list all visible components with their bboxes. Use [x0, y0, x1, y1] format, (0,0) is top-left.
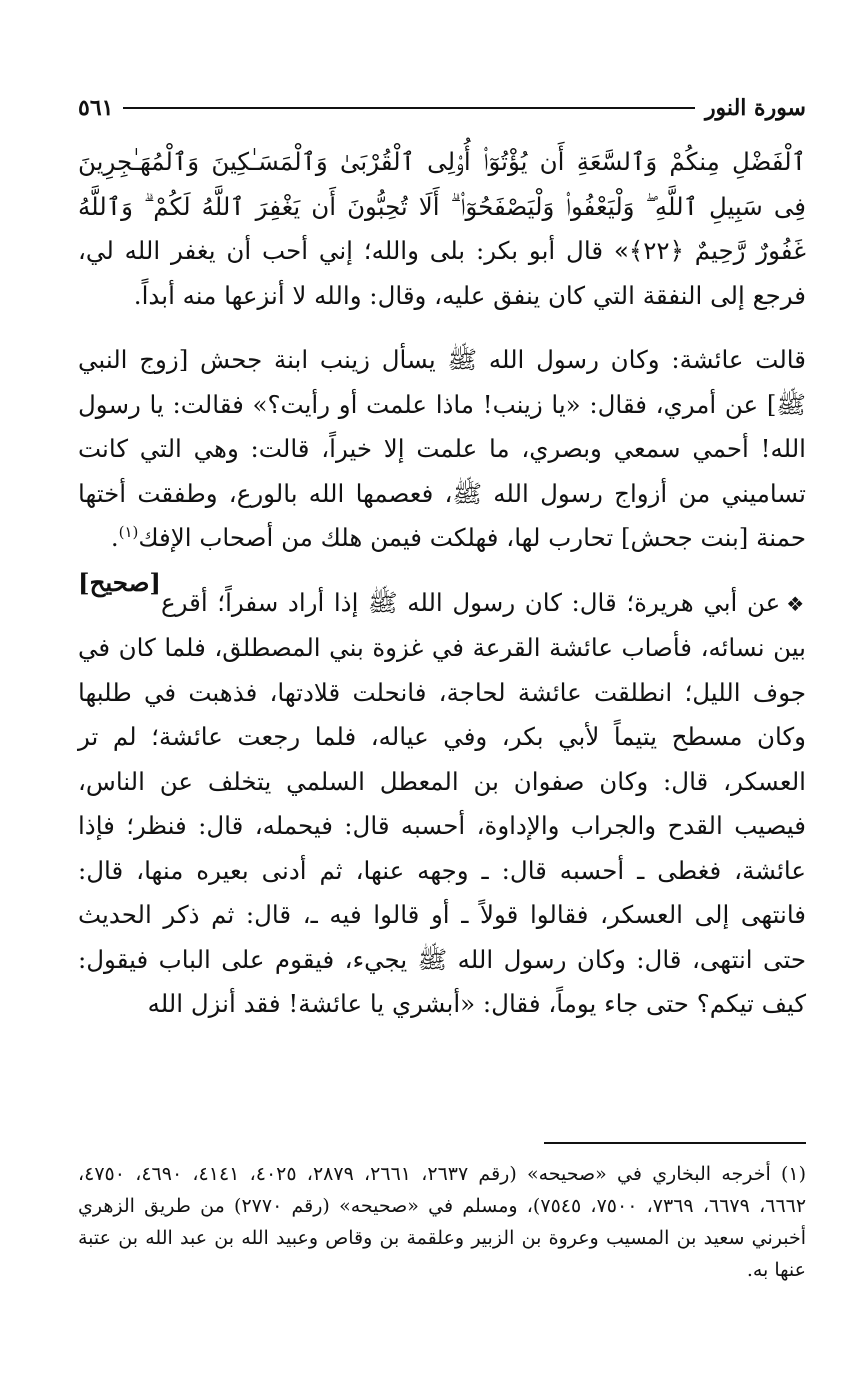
- paragraph-quran-verse: [78, 140, 806, 318]
- footnote: [78, 1158, 806, 1286]
- main-text: [78, 140, 806, 1027]
- paragraph-text: قالت عائشة: وكان رسول الله ﷺ يسأل زينب ابنة جحش [زوج النبي ﷺ] عن أمري، فقال: «يا زينب! ماذا علمت أو رأيت؟» فقالت: يا رسول الله! أحمي سمعي وبصري، ما علمت إلا خيراً، قالت: وهي التي كانت تساميني من أزواج رسول الله ﷺ، فعصمها الله بالورع، وطفقت أختها حمنة [بنت جحش] تحارب لها، فهلكت فيمن هلك من أصحاب الإفك: [78, 345, 806, 552]
- paragraph-end: .: [110, 523, 119, 552]
- paragraph-text: قال أبو بكر: بلى والله؛ إني أحب أن يغفر الله لي، فرجع إلى النفقة التي كان ينفق عليه، وقال: والله لا أنزعها منه أبداً.: [78, 236, 806, 310]
- page-number: ٥٦١: [78, 95, 114, 121]
- hadith-grade: [صحيح]: [78, 567, 162, 597]
- footnote-text: (١) أخرجه البخاري في «صحيحه» (رقم ٢٦٣٧، ٢٦٦١، ٢٨٧٩، ٤٠٢٥، ٤١٤١، ٤٦٩٠، ٤٧٥٠، ٦٦٦٢، ٦٦٧٩، ٧٣٦٩، ٧٥٠٠، ٧٥٤٥)، ومسلم في «صحيحه» (رقم ٢٧٧٠) من طريق الزهري أخبرني سعيد بن المسيب وعروة بن الزبير وعلقمة بن وقاص وعبيد الله بن عبد الله بن عتبة عنها به.: [78, 1163, 807, 1281]
- paragraph-aisha: [78, 338, 806, 597]
- footnote-reference: (١): [118, 522, 139, 541]
- quran-verse: ٱلْفَضْلِ مِنكُمْ وَٱلسَّعَةِ أَن يُؤْتُوٓا۟ أُو۟لِى ٱلْقُرْبَىٰ وَٱلْمَسَـٰكِينَ وَٱلْمُهَـٰجِرِينَ فِى سَبِيلِ ٱللَّهِ ۖ وَلْيَعْفُوا۟ وَلْيَصْفَحُوٓا۟ ۗ أَلَا تُحِبُّونَ أَن يَغْفِرَ ٱللَّهُ لَكُمْ ۗ وَٱللَّهُ غَفُورٌ رَّحِيمٌ ﴿٢٢﴾»: [78, 147, 806, 265]
- paragraph-abu-hurayra: [78, 581, 806, 1027]
- diamond-marker-icon: ❖: [786, 591, 806, 616]
- header-rule: [123, 107, 694, 109]
- paragraph-text: عن أبي هريرة؛ قال: كان رسول الله ﷺ إذا أراد سفراً؛ أقرع بين نسائه، فأصاب عائشة القرعة في غزوة بني المصطلق، فلما كان في جوف الليل؛ انطلقت عائشة لحاجة، فانحلت قلادتها، فذهبت في طلبها وكان مسطح يتيماً لأبي بكر، وفي عياله، فلما رجعت عائشة؛ لم تر العسكر، قال: وكان صفوان بن المعطل السلمي يتخلف عن الناس، فيصيب القدح والجراب والإداوة، أحسبه قال: فيحمله، قال: فنظر؛ فإذا عائشة، فغطى ـ أحسبه قال: ـ وجهه عنها، ثم أدنى بعيره منها، قال: فانتهى إلى العسكر، فقالوا قولاً ـ أو قالوا فيه ـ، قال: ثم ذكر الحديث حتى انتهى، قال: وكان رسول الله ﷺ يجيء، فيقوم على الباب فيقول: كيف تيكم؟ حتى جاء يوماً، فقال: «أبشري يا عائشة! فقد أنزل الله: [78, 587, 806, 1018]
- surah-title: سورة النور: [704, 95, 806, 121]
- page-header: [78, 88, 806, 128]
- footnote-separator: [544, 1142, 806, 1144]
